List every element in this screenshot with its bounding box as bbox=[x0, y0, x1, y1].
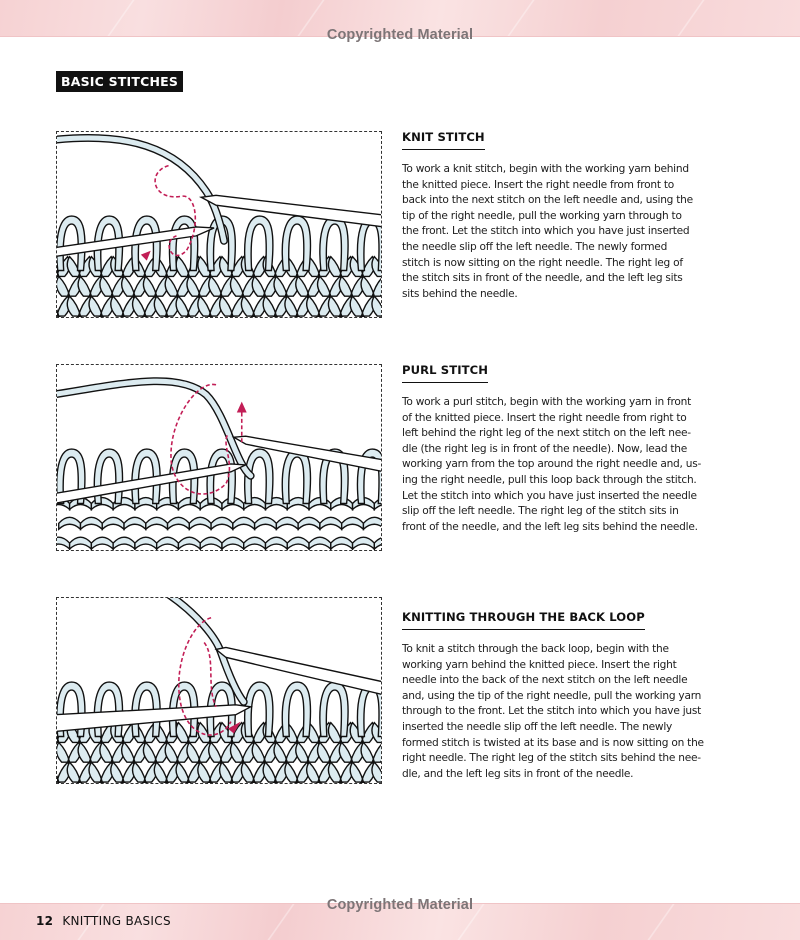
purl-bump bbox=[59, 517, 81, 529]
stitch-loop bbox=[282, 682, 310, 736]
text-line: tip of the right needle, pull the working yarn through to bbox=[402, 209, 682, 222]
section-heading: KNITTING THROUGH THE BACK LOOP bbox=[402, 610, 645, 630]
knit-v-stitch bbox=[296, 276, 321, 296]
knit-v-stitch bbox=[350, 296, 375, 316]
knit-v-stitch bbox=[328, 296, 353, 316]
knit-v-stitch bbox=[339, 742, 364, 762]
knit-v-stitch bbox=[372, 762, 381, 782]
knit-v-stitch bbox=[263, 762, 288, 782]
knit-v-stitch bbox=[78, 742, 103, 762]
text-line: dle, and the left leg sits in front of the needle. bbox=[402, 767, 634, 780]
purl-bump bbox=[124, 517, 146, 529]
knit-v-stitch bbox=[339, 276, 364, 296]
purl-bump bbox=[298, 517, 320, 529]
knit-v-stitch bbox=[187, 742, 212, 762]
text-line: working yarn from the top around the right needle and, us- bbox=[402, 458, 702, 471]
text-line: through to the front. Let the stitch into which you have just bbox=[402, 705, 702, 718]
knit-v-stitch bbox=[122, 276, 147, 296]
text-line: Let the stitch into which you have just inserted the needle bbox=[402, 489, 697, 502]
knit-v-stitch bbox=[307, 296, 332, 316]
knit-v-stitch bbox=[198, 762, 223, 782]
purl-bump bbox=[135, 537, 157, 549]
section-heading: PURL STITCH bbox=[402, 363, 488, 383]
knit-v-stitch bbox=[165, 276, 190, 296]
knit-v-stitch bbox=[154, 762, 179, 782]
knit-v-stitch bbox=[143, 276, 168, 296]
knit-v-stitch bbox=[307, 762, 332, 782]
knit-v-stitch bbox=[67, 762, 92, 782]
text-line: the knitted piece. Insert the right needle from front to bbox=[402, 178, 675, 191]
knit-v-stitch bbox=[318, 742, 343, 762]
section-heading: KNIT STITCH bbox=[402, 130, 485, 150]
copyright-watermark-top: Copyrighted Material bbox=[326, 27, 474, 43]
text-line: front of the needle, and the left leg sits behind the needle. bbox=[402, 520, 698, 533]
purl-bump bbox=[189, 517, 211, 529]
copyright-watermark-bottom: Copyrighted Material bbox=[326, 897, 474, 913]
knit-v-stitch bbox=[89, 296, 114, 316]
knit-v-stitch bbox=[78, 276, 103, 296]
purl-bump bbox=[374, 537, 381, 549]
purl-bump bbox=[146, 517, 168, 529]
knit-v-stitch bbox=[285, 296, 310, 316]
knit-stitch-figure bbox=[56, 131, 382, 318]
knit-stitch-section bbox=[402, 126, 732, 302]
knit-stitch-illustration-icon bbox=[57, 132, 381, 317]
stitch-loop bbox=[282, 449, 310, 503]
instructions-paragraph bbox=[402, 162, 732, 302]
text-line: the front. Let the stitch into which you have just inserted bbox=[402, 225, 690, 238]
stitch-loop bbox=[282, 216, 310, 270]
purl-bump bbox=[178, 537, 200, 549]
text-line: working yarn behind the knitted piece. Insert the right bbox=[402, 658, 677, 671]
page-number: 12 bbox=[36, 914, 54, 928]
purl-bump bbox=[342, 517, 364, 529]
purl-bump bbox=[70, 537, 92, 549]
knit-v-stitch bbox=[133, 296, 158, 316]
stitch-loop bbox=[207, 449, 235, 503]
knit-v-stitch bbox=[318, 276, 343, 296]
purl-bump bbox=[353, 537, 375, 549]
text-line: left behind the right leg of the next stitch on the left nee- bbox=[402, 427, 691, 440]
knit-v-stitch bbox=[89, 762, 114, 782]
text-line: back into the next stitch on the left needle and, using the bbox=[402, 194, 693, 207]
knit-v-stitch bbox=[165, 742, 190, 762]
text-line: To knit a stitch through the back loop, begin with the bbox=[402, 643, 669, 655]
purl-bump bbox=[57, 537, 70, 549]
back-loop-section bbox=[402, 606, 732, 782]
knit-v-stitch bbox=[176, 296, 201, 316]
direction-arrow-icon bbox=[237, 402, 247, 413]
purl-bump bbox=[200, 537, 222, 549]
knit-v-stitch bbox=[176, 762, 201, 782]
knit-v-stitch bbox=[57, 276, 81, 296]
purl-bump bbox=[157, 537, 179, 549]
purl-bump bbox=[211, 517, 233, 529]
purl-bump bbox=[244, 537, 266, 549]
text-line: right needle. The right leg of the stitch sits behind the nee- bbox=[402, 752, 701, 765]
knit-v-stitch bbox=[198, 296, 223, 316]
purl-bump bbox=[222, 537, 244, 549]
text-line: the stitch sits in front of the needle, and the left leg sits bbox=[402, 272, 683, 285]
text-line: the needle slip off the left needle. The newly formed bbox=[402, 240, 668, 253]
knitted-fabric bbox=[57, 682, 381, 783]
knit-v-stitch bbox=[143, 742, 168, 762]
text-line: and, using the tip of the right needle, pull the working yarn bbox=[402, 689, 702, 702]
back-loop-figure bbox=[56, 597, 382, 784]
text-line: To work a purl stitch, begin with the working yarn in front bbox=[402, 396, 691, 408]
knitted-fabric bbox=[57, 449, 381, 550]
knit-v-stitch bbox=[111, 762, 136, 782]
purl-bump bbox=[320, 517, 342, 529]
knit-v-stitch bbox=[220, 762, 245, 782]
purl-bump bbox=[276, 517, 298, 529]
knit-v-stitch bbox=[209, 276, 234, 296]
knit-v-stitch bbox=[372, 296, 381, 316]
purl-bump bbox=[233, 517, 255, 529]
purl-bump bbox=[91, 537, 113, 549]
knit-v-stitch bbox=[361, 742, 381, 762]
purl-bump bbox=[287, 537, 309, 549]
running-title: KNITTING BASICS bbox=[62, 914, 171, 928]
knit-v-stitch bbox=[133, 762, 158, 782]
knit-v-stitch bbox=[220, 296, 245, 316]
purl-bump bbox=[363, 517, 381, 529]
knit-v-stitch bbox=[285, 762, 310, 782]
knit-v-stitch bbox=[111, 296, 136, 316]
knit-v-stitch bbox=[241, 296, 266, 316]
purl-bump bbox=[265, 537, 287, 549]
knit-v-stitch bbox=[252, 742, 277, 762]
knit-v-stitch bbox=[263, 296, 288, 316]
back-loop-illustration-icon bbox=[57, 598, 381, 783]
page-footer bbox=[36, 914, 171, 928]
knit-v-stitch bbox=[252, 276, 277, 296]
knit-v-stitch bbox=[328, 762, 353, 782]
purl-stitch-illustration-icon bbox=[57, 365, 381, 550]
purl-bump bbox=[309, 537, 331, 549]
text-line: needle into the back of the next stitch on the left needle bbox=[402, 674, 688, 687]
text-line: dle (the right leg is in front of the needle). Now, lead the bbox=[402, 442, 688, 455]
knit-v-stitch bbox=[274, 742, 299, 762]
purl-bump bbox=[255, 517, 277, 529]
knit-v-stitch bbox=[154, 296, 179, 316]
knit-v-stitch bbox=[241, 762, 266, 782]
section-title: BASIC STITCHES bbox=[56, 71, 183, 92]
knit-v-stitch bbox=[230, 742, 255, 762]
text-line: of the knitted piece. Insert the right needle from right to bbox=[402, 411, 687, 424]
purl-bump bbox=[113, 537, 135, 549]
instructions-paragraph bbox=[402, 395, 732, 535]
knit-v-stitch bbox=[274, 276, 299, 296]
knit-v-stitch bbox=[361, 276, 381, 296]
knit-v-stitch bbox=[350, 762, 375, 782]
knit-v-stitch bbox=[230, 276, 255, 296]
text-line: stitch is now sitting on the right needle. The right leg of bbox=[402, 256, 683, 269]
knit-v-stitch bbox=[209, 742, 234, 762]
text-line: ing the right needle, pull this loop back through the stitch. bbox=[402, 473, 697, 486]
purl-bump bbox=[102, 517, 124, 529]
knit-v-stitch bbox=[187, 276, 212, 296]
text-line: To work a knit stitch, begin with the working yarn behind bbox=[402, 163, 689, 175]
knit-v-stitch bbox=[57, 742, 81, 762]
purl-bump bbox=[168, 517, 190, 529]
purl-bump bbox=[331, 537, 353, 549]
text-line: inserted the needle slip off the left needle. The newly bbox=[402, 720, 673, 733]
purl-stitch-section bbox=[402, 359, 732, 535]
instructions-paragraph bbox=[402, 642, 732, 782]
purl-stitch-figure bbox=[56, 364, 382, 551]
knit-v-stitch bbox=[296, 742, 321, 762]
knit-v-stitch bbox=[122, 742, 147, 762]
text-line: sits behind the needle. bbox=[402, 287, 518, 300]
knit-v-stitch bbox=[100, 742, 125, 762]
direction-arrow-icon bbox=[141, 251, 151, 261]
text-line: slip off the left needle. The right leg of the stitch sits in bbox=[402, 505, 679, 518]
knit-v-stitch bbox=[100, 276, 125, 296]
purl-bump bbox=[80, 517, 102, 529]
text-line: formed stitch is twisted at its base and is now sitting on the bbox=[402, 736, 704, 749]
knit-v-stitch bbox=[67, 296, 92, 316]
